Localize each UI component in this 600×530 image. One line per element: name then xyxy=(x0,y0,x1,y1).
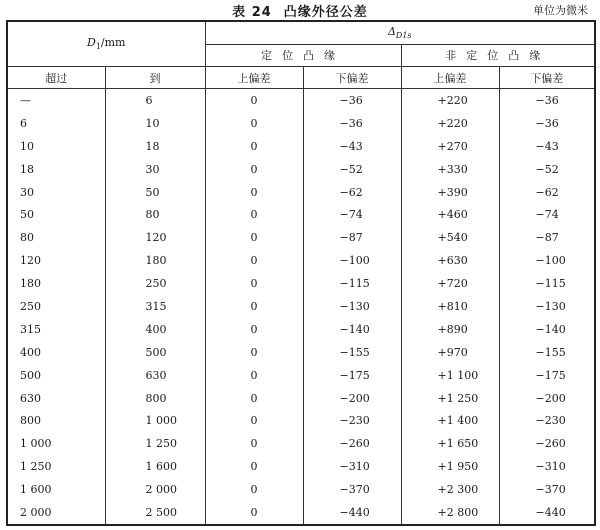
table-title-text: 凸缘外径公差 xyxy=(283,5,368,20)
cell-fixed-lower: −230 xyxy=(303,409,401,432)
cell-nonfixed-lower: −230 xyxy=(499,409,595,432)
cell-fixed-lower: −36 xyxy=(303,89,401,112)
cell-nonfixed-lower: −175 xyxy=(499,364,595,387)
cell-over: 315 xyxy=(7,318,105,341)
cell-fixed-upper: 0 xyxy=(205,203,303,226)
cell-nonfixed-lower: −370 xyxy=(499,478,595,501)
cell-nonfixed-upper: +810 xyxy=(401,295,499,318)
cell-to: 1 250 xyxy=(105,432,205,455)
table-row xyxy=(7,158,595,181)
cell-nonfixed-lower: −52 xyxy=(499,158,595,181)
cell-nonfixed-upper: +1 100 xyxy=(401,364,499,387)
table-row xyxy=(7,478,595,501)
cell-over: 1 250 xyxy=(7,455,105,478)
cell-to: 2 000 xyxy=(105,478,205,501)
cell-fixed-lower: −200 xyxy=(303,387,401,410)
cell-fixed-upper: 0 xyxy=(205,89,303,112)
cell-fixed-upper: 0 xyxy=(205,226,303,249)
cell-fixed-lower: −74 xyxy=(303,203,401,226)
table-row xyxy=(7,455,595,478)
cell-over: 50 xyxy=(7,203,105,226)
cell-fixed-lower: −155 xyxy=(303,341,401,364)
cell-fixed-upper: 0 xyxy=(205,455,303,478)
cell-to: 315 xyxy=(105,295,205,318)
cell-nonfixed-lower: −310 xyxy=(499,455,595,478)
cell-to: 120 xyxy=(105,226,205,249)
cell-to: 800 xyxy=(105,387,205,410)
cell-to: 180 xyxy=(105,249,205,272)
table-caption xyxy=(0,0,600,20)
cell-over: 1 600 xyxy=(7,478,105,501)
cell-fixed-lower: −370 xyxy=(303,478,401,501)
deviation-symbol: $\Delta_{D1s}$ xyxy=(387,25,412,41)
cell-over: 10 xyxy=(7,135,105,158)
cell-fixed-upper: 0 xyxy=(205,112,303,135)
cell-nonfixed-lower: −115 xyxy=(499,272,595,295)
cell-nonfixed-upper: +1 250 xyxy=(401,387,499,410)
table-row xyxy=(7,89,595,112)
cell-to: 400 xyxy=(105,318,205,341)
cell-over: 800 xyxy=(7,409,105,432)
cell-to: 80 xyxy=(105,203,205,226)
cell-to: 6 xyxy=(105,89,205,112)
cell-fixed-lower: −310 xyxy=(303,455,401,478)
cell-to: 1 600 xyxy=(105,455,205,478)
cell-fixed-lower: −43 xyxy=(303,135,401,158)
cell-fixed-upper: 0 xyxy=(205,341,303,364)
cell-nonfixed-upper: +720 xyxy=(401,272,499,295)
cell-over: 6 xyxy=(7,112,105,135)
col-nonfixed-lower: 下偏差 xyxy=(499,67,595,89)
cell-to: 1 000 xyxy=(105,409,205,432)
cell-over: — xyxy=(7,89,105,112)
cell-fixed-upper: 0 xyxy=(205,501,303,525)
cell-over: 630 xyxy=(7,387,105,410)
cell-to: 250 xyxy=(105,272,205,295)
cell-nonfixed-lower: −36 xyxy=(499,112,595,135)
cell-nonfixed-lower: −36 xyxy=(499,89,595,112)
cell-fixed-lower: −140 xyxy=(303,318,401,341)
cell-to: 30 xyxy=(105,158,205,181)
cell-to: 10 xyxy=(105,112,205,135)
cell-nonfixed-lower: −62 xyxy=(499,181,595,204)
cell-nonfixed-lower: −440 xyxy=(499,501,595,525)
cell-over: 250 xyxy=(7,295,105,318)
cell-nonfixed-upper: +890 xyxy=(401,318,499,341)
cell-over: 500 xyxy=(7,364,105,387)
cell-nonfixed-lower: −43 xyxy=(499,135,595,158)
table-title xyxy=(0,1,600,20)
fixed-flange-header: 定位凸缘 xyxy=(205,44,401,66)
cell-nonfixed-upper: +330 xyxy=(401,158,499,181)
cell-nonfixed-lower: −260 xyxy=(499,432,595,455)
table-row xyxy=(7,318,595,341)
table-row xyxy=(7,409,595,432)
diameter-header xyxy=(7,21,205,67)
cell-nonfixed-upper: +1 400 xyxy=(401,409,499,432)
deviation-header xyxy=(205,21,595,44)
table-row xyxy=(7,295,595,318)
cell-nonfixed-upper: +630 xyxy=(401,249,499,272)
cell-fixed-lower: −175 xyxy=(303,364,401,387)
table-row xyxy=(7,135,595,158)
table-row xyxy=(7,203,595,226)
cell-fixed-lower: −52 xyxy=(303,158,401,181)
table-row xyxy=(7,432,595,455)
table-row xyxy=(7,112,595,135)
table-row xyxy=(7,387,595,410)
col-over: 超过 xyxy=(7,67,105,89)
table-row xyxy=(7,272,595,295)
cell-over: 80 xyxy=(7,226,105,249)
cell-nonfixed-upper: +1 950 xyxy=(401,455,499,478)
cell-nonfixed-upper: +460 xyxy=(401,203,499,226)
cell-nonfixed-upper: +220 xyxy=(401,112,499,135)
cell-fixed-upper: 0 xyxy=(205,295,303,318)
cell-fixed-lower: −36 xyxy=(303,112,401,135)
cell-nonfixed-upper: +270 xyxy=(401,135,499,158)
cell-nonfixed-upper: +390 xyxy=(401,181,499,204)
table-row xyxy=(7,181,595,204)
table-number: 表 24 xyxy=(232,5,272,20)
table-body xyxy=(7,89,595,525)
cell-over: 30 xyxy=(7,181,105,204)
cell-nonfixed-lower: −200 xyxy=(499,387,595,410)
cell-to: 50 xyxy=(105,181,205,204)
cell-nonfixed-upper: +540 xyxy=(401,226,499,249)
diameter-symbol: $D_1$ xyxy=(87,36,101,52)
col-fixed-upper: 上偏差 xyxy=(205,67,303,89)
cell-over: 18 xyxy=(7,158,105,181)
table-row xyxy=(7,501,595,525)
cell-to: 18 xyxy=(105,135,205,158)
cell-fixed-lower: −100 xyxy=(303,249,401,272)
cell-over: 400 xyxy=(7,341,105,364)
cell-fixed-upper: 0 xyxy=(205,272,303,295)
table-row xyxy=(7,226,595,249)
table-row xyxy=(7,249,595,272)
cell-nonfixed-lower: −130 xyxy=(499,295,595,318)
cell-to: 500 xyxy=(105,341,205,364)
cell-fixed-upper: 0 xyxy=(205,364,303,387)
cell-to: 2 500 xyxy=(105,501,205,525)
cell-fixed-upper: 0 xyxy=(205,478,303,501)
nonfixed-flange-header: 非定位凸缘 xyxy=(401,44,595,66)
cell-fixed-upper: 0 xyxy=(205,249,303,272)
cell-nonfixed-lower: −155 xyxy=(499,341,595,364)
cell-over: 120 xyxy=(7,249,105,272)
cell-fixed-upper: 0 xyxy=(205,432,303,455)
cell-nonfixed-lower: −74 xyxy=(499,203,595,226)
cell-fixed-lower: −115 xyxy=(303,272,401,295)
cell-nonfixed-upper: +2 800 xyxy=(401,501,499,525)
cell-over: 180 xyxy=(7,272,105,295)
cell-fixed-upper: 0 xyxy=(205,409,303,432)
cell-nonfixed-lower: −100 xyxy=(499,249,595,272)
cell-nonfixed-upper: +970 xyxy=(401,341,499,364)
cell-fixed-upper: 0 xyxy=(205,158,303,181)
col-to: 到 xyxy=(105,67,205,89)
cell-fixed-lower: −260 xyxy=(303,432,401,455)
cell-to: 630 xyxy=(105,364,205,387)
table-row xyxy=(7,341,595,364)
cell-over: 1 000 xyxy=(7,432,105,455)
cell-fixed-upper: 0 xyxy=(205,181,303,204)
col-fixed-lower: 下偏差 xyxy=(303,67,401,89)
cell-fixed-upper: 0 xyxy=(205,135,303,158)
cell-nonfixed-lower: −87 xyxy=(499,226,595,249)
cell-nonfixed-upper: +1 650 xyxy=(401,432,499,455)
cell-fixed-lower: −62 xyxy=(303,181,401,204)
cell-nonfixed-upper: +220 xyxy=(401,89,499,112)
cell-nonfixed-lower: −140 xyxy=(499,318,595,341)
cell-fixed-lower: −87 xyxy=(303,226,401,249)
cell-fixed-upper: 0 xyxy=(205,387,303,410)
unit-note: 单位为微米 xyxy=(533,4,588,17)
cell-fixed-lower: −440 xyxy=(303,501,401,525)
tolerance-table xyxy=(6,20,596,526)
cell-over: 2 000 xyxy=(7,501,105,525)
diameter-unit: /mm xyxy=(100,36,126,50)
table-row xyxy=(7,364,595,387)
col-nonfixed-upper: 上偏差 xyxy=(401,67,499,89)
cell-fixed-upper: 0 xyxy=(205,318,303,341)
cell-fixed-lower: −130 xyxy=(303,295,401,318)
cell-nonfixed-upper: +2 300 xyxy=(401,478,499,501)
